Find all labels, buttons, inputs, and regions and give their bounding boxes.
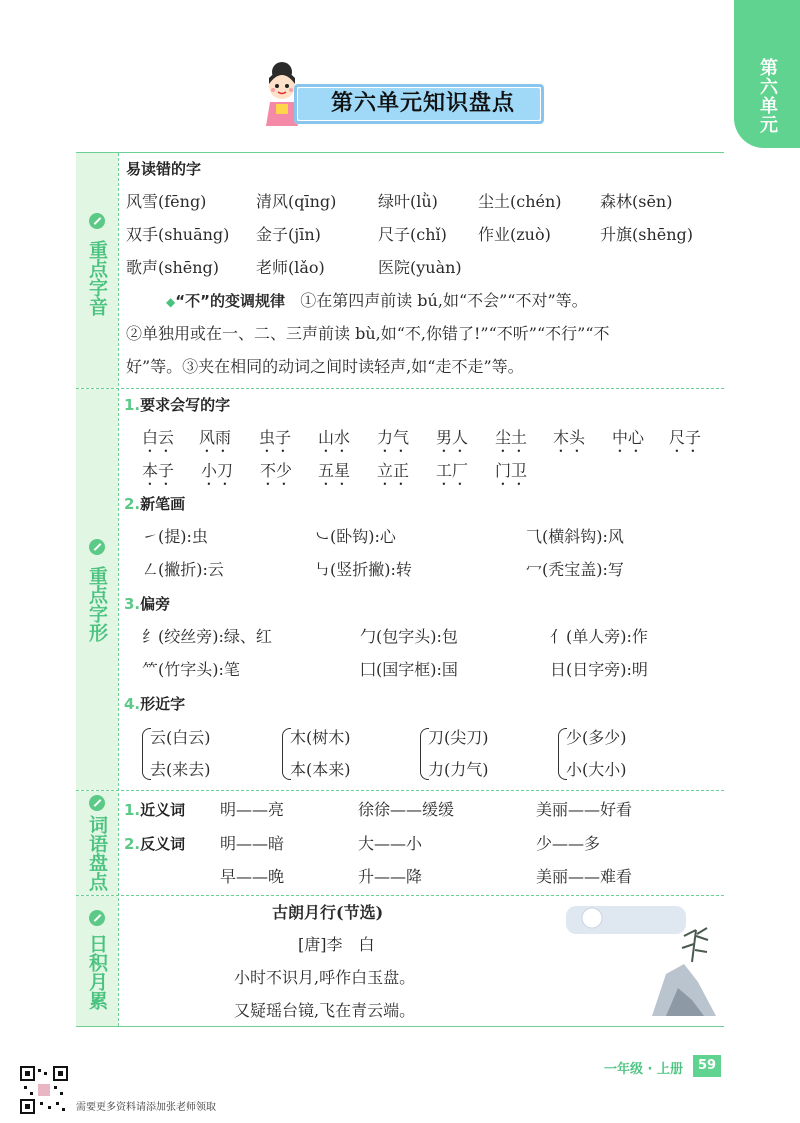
- section-label: 重点字音: [86, 240, 108, 316]
- heading-xing-jin: [124, 692, 185, 716]
- word-item: [553, 426, 585, 456]
- radical-item: 囗(国字框):国: [360, 660, 458, 679]
- stroke-item: 冖(秃宝盖):写: [526, 560, 624, 579]
- pinyin-item: 老师(lǎo): [256, 258, 325, 277]
- stroke-item: ㇜(撇折):云: [142, 560, 224, 579]
- word-text: 五星: [318, 461, 351, 480]
- word-pair: 美丽——好看: [536, 800, 633, 819]
- word-item: [259, 426, 291, 456]
- heading-text: 反义词: [140, 835, 186, 853]
- heading-number: 2.: [124, 495, 141, 513]
- pinyin-item: 金子(jīn): [256, 225, 321, 244]
- word-text: 尘土: [495, 428, 528, 447]
- pencil-icon: [89, 795, 105, 811]
- word-text: 工厂: [436, 461, 469, 480]
- heading-hui-xie: [124, 393, 230, 417]
- word-text: 不少: [260, 461, 293, 480]
- heading-number: 2.: [124, 835, 141, 853]
- word-item: [260, 459, 292, 489]
- similar-char: 去(来去): [150, 760, 211, 779]
- pencil-icon: [89, 539, 105, 555]
- word-item: [612, 426, 644, 456]
- heading-number: 1.: [124, 396, 141, 414]
- similar-char: 小(大小): [566, 760, 627, 779]
- stroke-item: ㇃(卧钩):心: [314, 527, 396, 546]
- side-label-zi-yin: [76, 153, 118, 388]
- stroke-item: ㇀(提):虫: [142, 527, 208, 546]
- side-label-ri-ji: [76, 896, 118, 1026]
- pencil-icon: [89, 213, 105, 229]
- section-label: 重点字形: [86, 566, 108, 642]
- word-text: 力气: [377, 428, 410, 447]
- table-bottom-line: [76, 1026, 724, 1027]
- unit-edge-tab: [734, 0, 800, 148]
- word-text: 山水: [318, 428, 351, 447]
- radical-item: ⺮(竹字头):笔: [142, 660, 240, 679]
- diamond-bullet-icon: ◆: [166, 295, 176, 309]
- side-label-ci-yu: [76, 791, 118, 895]
- poem-line: 小时不识月,呼作白玉盘。: [234, 968, 416, 987]
- pencil-icon: [89, 910, 105, 926]
- word-item: [669, 426, 701, 456]
- word-item: [436, 459, 468, 489]
- stroke-item: ㇉(竖折撇):转: [314, 560, 412, 579]
- word-item: [201, 459, 233, 489]
- moon-landscape-illustration: [566, 904, 722, 1016]
- section-divider: [76, 895, 724, 896]
- radical-item: 勹(包字头):包: [360, 627, 458, 646]
- rule-text-1: ①在第四声前读 bú,如“不会”“不对”等。: [300, 291, 588, 310]
- section-divider: [76, 790, 724, 791]
- word-text: 立正: [377, 461, 410, 480]
- poem-line: 又疑瑶台镜,飞在青云端。: [234, 1001, 416, 1020]
- page-title: 第六单元知识盘点: [330, 91, 515, 116]
- heading-number: 1.: [124, 801, 141, 819]
- similar-char: 木(树木): [290, 728, 351, 747]
- word-pair: 明——暗: [220, 834, 285, 853]
- heading-text: 新笔画: [140, 495, 186, 513]
- stroke-item: ⺄(横斜钩):风: [526, 527, 624, 546]
- pinyin-item: 尺子(chǐ): [378, 225, 447, 244]
- similar-char: 力(力气): [428, 760, 489, 779]
- page-title-banner: [258, 60, 548, 130]
- word-pair: 大——小: [358, 834, 423, 853]
- section-divider: [76, 388, 724, 389]
- word-pair: 明——亮: [220, 800, 285, 819]
- heading-pian-pang: [124, 592, 170, 616]
- word-text: 虫子: [259, 428, 292, 447]
- word-pair: 徐徐——缓缓: [358, 800, 455, 819]
- heading-number: 3.: [124, 595, 141, 613]
- word-item: [495, 426, 527, 456]
- pinyin-item: 升旗(shēng): [600, 225, 694, 244]
- word-item: [318, 426, 350, 456]
- heading-text: 形近字: [140, 695, 186, 713]
- word-text: 风雨: [199, 428, 232, 447]
- radical-item: 纟(绞丝旁):绿、红: [142, 627, 272, 646]
- section-label: 词语盘点: [86, 815, 108, 891]
- pinyin-item: 森林(sēn): [600, 192, 673, 211]
- word-item: [377, 459, 409, 489]
- poem-title: 古朗月行(节选): [272, 903, 384, 922]
- heading-number: 4.: [124, 695, 141, 713]
- word-text: 木头: [553, 428, 586, 447]
- word-item: [318, 459, 350, 489]
- qr-code-icon: [20, 1066, 68, 1114]
- pinyin-item: 清风(qīng): [256, 192, 337, 211]
- word-text: 男人: [436, 428, 469, 447]
- heading-text: 近义词: [140, 801, 186, 819]
- word-pair: 早——晚: [220, 867, 285, 886]
- word-pair: 少——多: [536, 834, 601, 853]
- word-item: [199, 426, 231, 456]
- pinyin-item: 双手(shuāng): [126, 225, 230, 244]
- word-item: [495, 459, 527, 489]
- column-divider: [118, 153, 119, 1026]
- pinyin-item: 风雪(fēng): [126, 192, 207, 211]
- word-item: [142, 426, 174, 456]
- word-pair: 美丽——难看: [536, 867, 633, 886]
- rule-line-1: [166, 289, 588, 314]
- similar-char: 本(本来): [290, 760, 351, 779]
- heading-jin-yi: [124, 798, 185, 822]
- side-label-zi-xing: [76, 389, 118, 790]
- heading-bi-hua: [124, 492, 185, 516]
- page-number: 59: [693, 1055, 721, 1077]
- pinyin-item: 医院(yuàn): [378, 258, 462, 277]
- word-text: 小刀: [201, 461, 234, 480]
- pinyin-item: 歌声(shēng): [126, 258, 220, 277]
- heading-text: 偏旁: [140, 595, 171, 613]
- radical-item: 亻(单人旁):作: [550, 627, 648, 646]
- rule-text-2: ②单独用或在一、二、三声前读 bù,如“不,你错了!”“不听”“不行”“不: [126, 324, 610, 343]
- word-text: 本子: [142, 461, 175, 480]
- similar-char: 云(白云): [150, 728, 211, 747]
- pinyin-item: 作业(zuò): [478, 225, 551, 244]
- word-item: [377, 426, 409, 456]
- word-text: 中心: [612, 428, 645, 447]
- pinyin-item: 尘土(chén): [478, 192, 562, 211]
- similar-char: 刀(尖刀): [428, 728, 489, 747]
- word-pair: 升——降: [358, 867, 423, 886]
- word-item: [436, 426, 468, 456]
- radical-item: 日(日字旁):明: [550, 660, 648, 679]
- rule-text-3: 好”等。③夹在相同的动词之间时读轻声,如“走不走”等。: [126, 357, 524, 376]
- grade-label: 一年级 · 上册: [604, 1062, 683, 1077]
- word-item: [142, 459, 174, 489]
- word-text: 门卫: [495, 461, 528, 480]
- rule-title: “不”的变调规律: [175, 292, 285, 310]
- heading-text: 要求会写的字: [140, 396, 231, 414]
- heading-fan-yi: [124, 832, 185, 856]
- pinyin-item: 绿叶(lǜ): [378, 192, 438, 211]
- qr-note: 需要更多资料请添加张老师领取: [76, 1102, 216, 1113]
- heading-yi-du-cuo: 易读错的字: [126, 160, 202, 178]
- table-top-line: [76, 152, 724, 153]
- similar-char: 少(多少): [566, 728, 627, 747]
- word-text: 尺子: [669, 428, 702, 447]
- section-label: 日积月累: [86, 934, 108, 1010]
- word-text: 白云: [142, 428, 175, 447]
- poem-author: [唐]李 白: [298, 935, 375, 954]
- unit-edge-tab-label: 第六单元: [757, 58, 778, 134]
